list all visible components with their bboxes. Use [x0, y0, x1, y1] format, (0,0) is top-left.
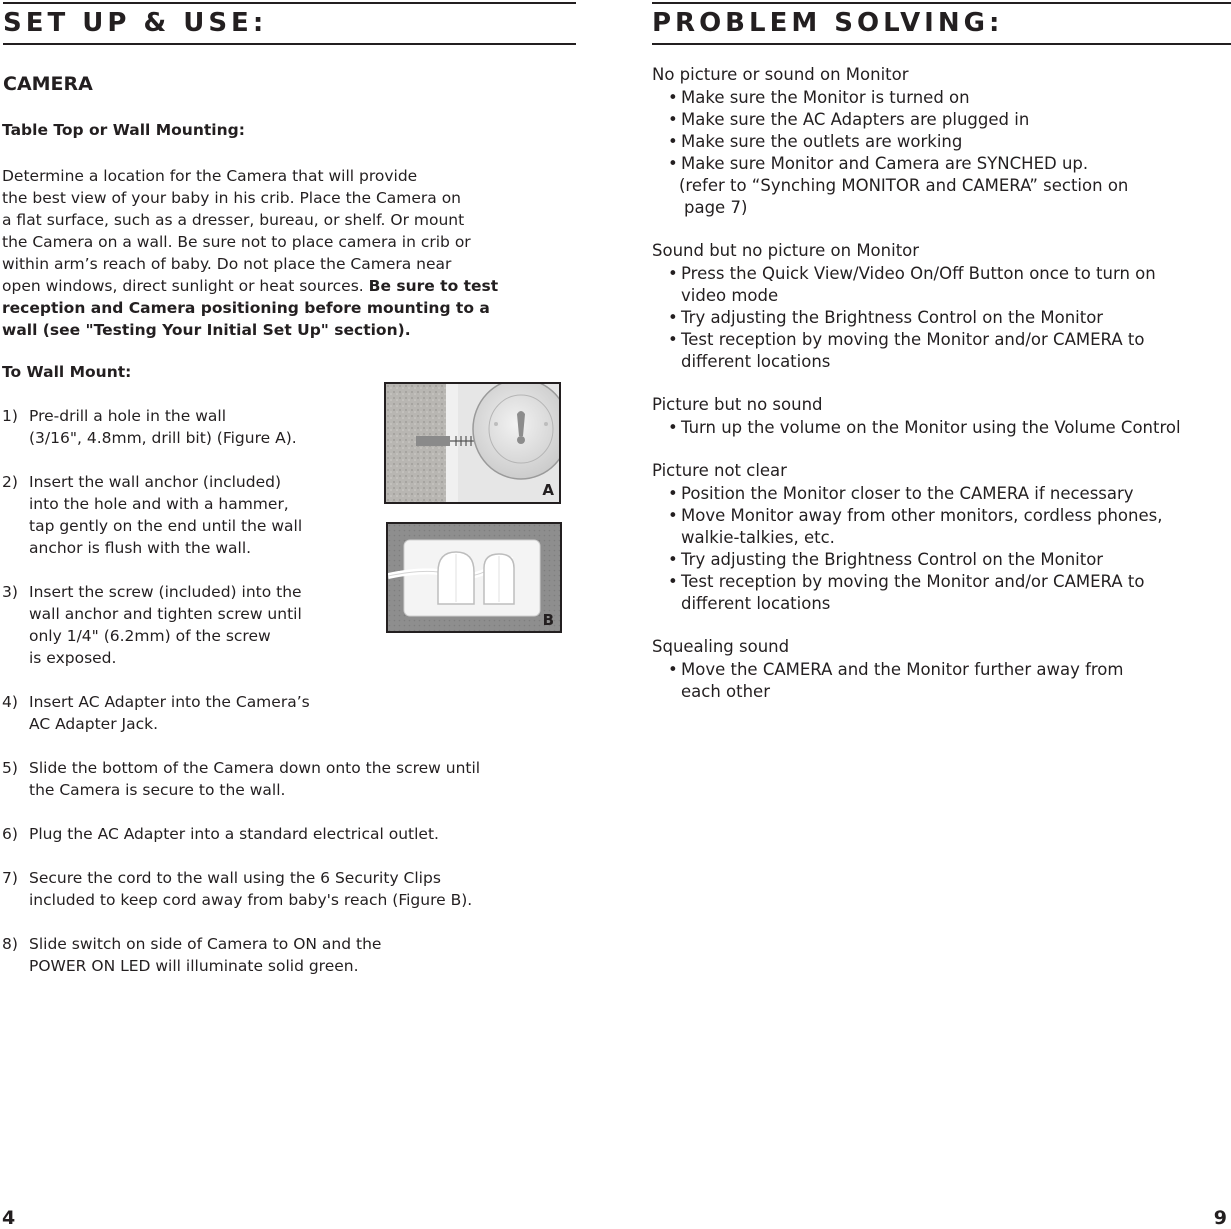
solution-text: video mode [681, 286, 779, 305]
note-text: page 7) [684, 198, 748, 217]
solution-text: Test reception by moving the Monitor and/or CAMERA to [681, 572, 1145, 591]
wall-anchor-illustration [386, 384, 559, 502]
solution-text: Make sure the Monitor is turned on [681, 88, 970, 107]
security-clip-illustration [388, 524, 560, 631]
bullet: • [668, 660, 678, 679]
figure-a-label: A [542, 481, 554, 499]
problem-title: Picture but no sound [652, 395, 823, 414]
step-text: is exposed. [29, 649, 117, 667]
solution-item [668, 153, 1088, 175]
wall-mount-heading: To Wall Mount: [2, 363, 132, 381]
step-number: 4) [2, 693, 18, 711]
solution-text: Press the Quick View/Video On/Off Button once to turn on [681, 264, 1156, 283]
bullet: • [668, 484, 678, 503]
left-header-rule-top [3, 2, 576, 4]
step-number: 8) [2, 935, 18, 953]
solution-text: walkie-talkies, etc. [681, 528, 835, 547]
bullet: • [668, 418, 678, 437]
intro-line: a flat surface, such as a dresser, bureau, or shelf. Or mount [2, 211, 465, 229]
bullet: • [668, 506, 678, 525]
solution-item [668, 131, 962, 153]
bullet: • [668, 330, 678, 349]
bullet: • [668, 264, 678, 283]
intro-line-plain: open windows, direct sunlight or heat sources. [2, 277, 369, 295]
step-number: 2) [2, 473, 18, 491]
problem-title: No picture or sound on Monitor [652, 65, 909, 84]
solution-text: different locations [681, 594, 831, 613]
intro-bold-line: reception and Camera positioning before mounting to a [2, 299, 490, 317]
left-page-header: SET UP & USE: [3, 8, 268, 38]
step-text: anchor is flush with the wall. [29, 539, 252, 557]
step-text: AC Adapter Jack. [29, 715, 158, 733]
solution-item [668, 329, 1144, 373]
intro-line [2, 275, 577, 297]
intro-bold-line: wall (see "Testing Your Initial Set Up" section). [2, 321, 411, 339]
step-number: 3) [2, 583, 18, 601]
step-text: Insert the screw (included) into the [29, 583, 302, 601]
step-3 [2, 581, 302, 669]
step-number: 7) [2, 869, 18, 887]
camera-section-title: CAMERA [3, 73, 93, 95]
bullet: • [668, 550, 678, 569]
step-text: Insert the wall anchor (included) [29, 473, 282, 491]
solution-text: Make sure the AC Adapters are plugged in [681, 110, 1030, 129]
solution-note [684, 197, 747, 219]
step-number: 5) [2, 759, 18, 777]
step-8 [2, 933, 381, 977]
step-number: 1) [2, 407, 18, 425]
step-text: Pre-drill a hole in the wall [29, 407, 227, 425]
left-header-rule-bottom [3, 43, 576, 45]
intro-line: the best view of your baby in his crib. Place the Camera on [2, 189, 462, 207]
solution-item [668, 549, 1103, 571]
left-page-number: 4 [2, 1207, 16, 1229]
right-header-rule-bottom [652, 43, 1231, 45]
solution-text: Make sure Monitor and Camera are SYNCHED up. [681, 154, 1089, 173]
note-text: (refer to “Synching MONITOR and CAMERA” section on [679, 176, 1129, 195]
solution-item [668, 87, 970, 109]
right-page-number: 9 [1213, 1207, 1227, 1229]
solution-text: different locations [681, 352, 831, 371]
solution-text: Turn up the volume on the Monitor using the Volume Control [681, 418, 1181, 437]
intro-line: the Camera on a wall. Be sure not to place camera in crib or [2, 233, 471, 251]
table-top-heading: Table Top or Wall Mounting: [2, 121, 245, 139]
step-7 [2, 867, 472, 911]
bullet: • [668, 88, 678, 107]
solution-item [668, 483, 1134, 505]
step-text: Secure the cord to the wall using the 6 Security Clips [29, 869, 441, 887]
solution-item [668, 505, 1162, 549]
solution-item [668, 571, 1144, 615]
solution-text: Try adjusting the Brightness Control on the Monitor [681, 550, 1104, 569]
solution-text: Move the CAMERA and the Monitor further away from [681, 660, 1124, 679]
figure-b-label: B [542, 611, 554, 629]
solution-text: Move Monitor away from other monitors, cordless phones, [681, 506, 1163, 525]
step-number: 6) [2, 825, 18, 843]
solution-text: Test reception by moving the Monitor and/or CAMERA to [681, 330, 1145, 349]
intro-line: Determine a location for the Camera that will provide [2, 167, 418, 185]
step-text: Slide switch on side of Camera to ON and the [29, 935, 382, 953]
step-text: POWER ON LED will illuminate solid green. [29, 957, 359, 975]
intro-paragraph [2, 165, 577, 341]
step-text: wall anchor and tighten screw until [29, 605, 302, 623]
figure-b-image [386, 522, 562, 633]
solution-item [668, 109, 1029, 131]
solution-item [668, 307, 1103, 329]
intro-line: within arm’s reach of baby. Do not place the Camera near [2, 255, 452, 273]
right-page-header: PROBLEM SOLVING: [652, 8, 1004, 38]
step-text: (3/16", 4.8mm, drill bit) (Figure A). [29, 429, 297, 447]
step-2 [2, 471, 302, 559]
step-text: tap gently on the end until the wall [29, 517, 303, 535]
step-text: Slide the bottom of the Camera down onto the screw until [29, 759, 481, 777]
solution-text: Try adjusting the Brightness Control on the Monitor [681, 308, 1104, 327]
problem-title: Squealing sound [652, 637, 790, 656]
solution-text: each other [681, 682, 770, 701]
step-text: into the hole and with a hammer, [29, 495, 289, 513]
figure-a-image [384, 382, 561, 504]
solution-note [679, 175, 1128, 197]
step-text: only 1/4" (6.2mm) of the screw [29, 627, 271, 645]
step-5 [2, 757, 480, 801]
solution-text: Position the Monitor closer to the CAMERA if necessary [681, 484, 1134, 503]
step-text: the Camera is secure to the wall. [29, 781, 286, 799]
solution-text: Make sure the outlets are working [681, 132, 963, 151]
step-text: included to keep cord away from baby's reach (Figure B). [29, 891, 473, 909]
step-4 [2, 691, 310, 735]
step-6 [2, 823, 439, 845]
problem-title: Picture not clear [652, 461, 787, 480]
bullet: • [668, 154, 678, 173]
bullet: • [668, 308, 678, 327]
bullet: • [668, 110, 678, 129]
solution-item [668, 659, 1123, 703]
bullet: • [668, 132, 678, 151]
solution-item [668, 263, 1156, 307]
step-1 [2, 405, 297, 449]
step-text: Plug the AC Adapter into a standard electrical outlet. [29, 825, 439, 843]
step-text: Insert AC Adapter into the Camera’s [29, 693, 310, 711]
problem-title: Sound but no picture on Monitor [652, 241, 920, 260]
bullet: • [668, 572, 678, 591]
intro-line-bold: Be sure to test [368, 277, 499, 295]
solution-item [668, 417, 1181, 439]
right-header-rule-top [652, 2, 1231, 4]
